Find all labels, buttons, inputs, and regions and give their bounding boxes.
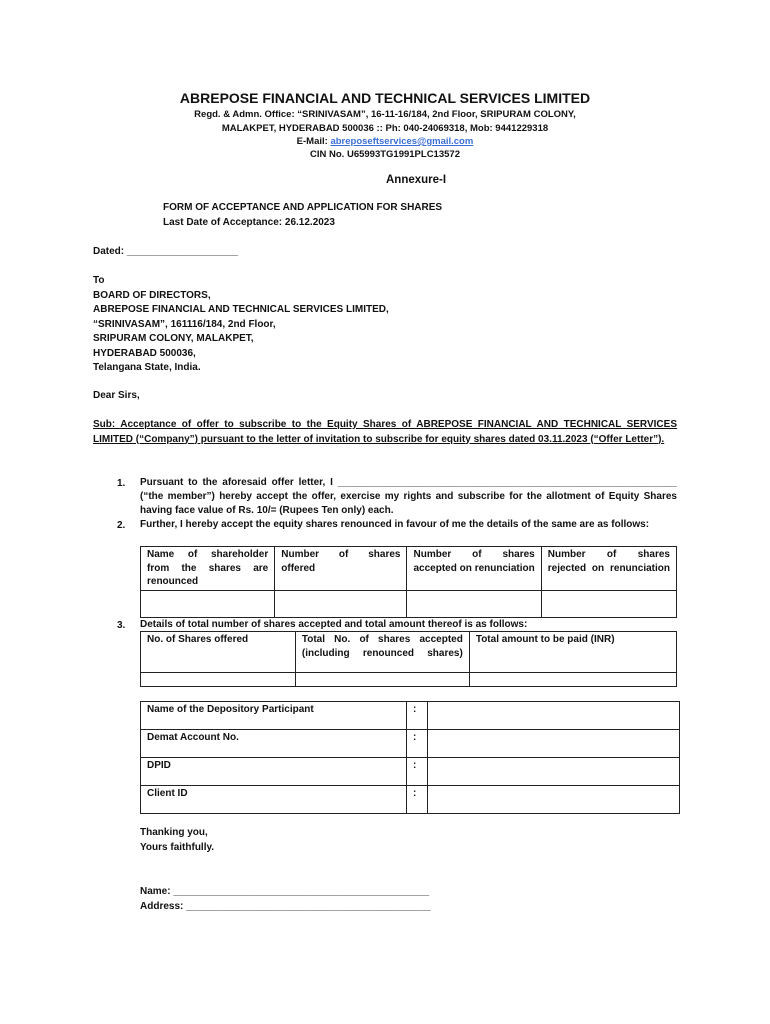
table-row	[141, 702, 680, 730]
cin-number: CIN No. U65993TG1991PLC13572	[310, 149, 460, 160]
table-row	[141, 758, 680, 786]
table-input-cell[interactable]	[541, 590, 676, 617]
office-address-line-2: MALAKPET, HYDERABAD 500036 :: Ph: 040-24069318, Mob: 9441229318	[221, 123, 549, 134]
table-row	[141, 730, 680, 758]
table-header-cell: Name of shareholder from the shares are renounced	[141, 547, 275, 591]
subject-line	[93, 418, 677, 447]
email-link[interactable]: abreposeftservices@gmail.com	[330, 136, 474, 147]
table-header-cell: Total amount to be paid (INR)	[469, 632, 676, 673]
table-input-cell[interactable]	[295, 673, 469, 687]
row-separator: :	[407, 786, 428, 814]
address-line: “SRINIVASAM”, 161116/184, 2nd Floor,	[93, 318, 276, 330]
item-2-text: Further, I hereby accept the equity shares renounced in favour of me the details of the same are as follows:	[140, 519, 650, 530]
email-line	[0, 136, 770, 147]
table-header-cell: Number of shares rejected on renunciation	[541, 547, 676, 591]
table-input-cell[interactable]	[469, 673, 676, 687]
table-header-cell: Total No. of shares accepted (including renounced shares)	[295, 632, 469, 673]
email-label: E-Mail:	[296, 136, 331, 147]
table-row	[141, 673, 677, 687]
row-separator: :	[407, 730, 428, 758]
totals-table	[140, 631, 677, 687]
closing-block	[140, 826, 214, 855]
closing-thanks: Thanking you,	[140, 827, 208, 838]
last-date: Last Date of Acceptance: 26.12.2023	[163, 217, 335, 228]
table-header-row	[141, 547, 677, 591]
item-1-text: Pursuant to the aforesaid offer letter, I _____________________________________________________________ (“the member”) hereby accept the offer, exercise my rights and subscribe for the allotment of Equity Shares having face value of Rs. 10/= (Rupees Ten only) each.	[140, 477, 677, 517]
address-line: ABREPOSE FINANCIAL AND TECHNICAL SERVICES LIMITED,	[93, 304, 389, 315]
renunciation-table	[140, 546, 677, 618]
address-line: HYDERABAD 500036,	[93, 347, 196, 359]
row-label: Name of the Depository Participant	[141, 702, 407, 730]
signature-name-field[interactable]: Name: ______________________________________________	[140, 886, 430, 897]
signature-address-field[interactable]: Address: ____________________________________________	[140, 901, 431, 912]
dated-field: Dated: ____________________	[93, 246, 239, 257]
table-input-cell[interactable]	[141, 673, 296, 687]
annexure-label: Annexure-I	[386, 174, 447, 186]
dpid-input[interactable]	[428, 758, 680, 786]
item-number: 1.	[117, 478, 126, 489]
row-label: Client ID	[141, 786, 407, 814]
office-address-line-1: Regd. & Admn. Office: “SRINIVASAM”, 16-11-16/184, 2nd Floor, SRIPURAM COLONY,	[194, 109, 576, 120]
form-title: FORM OF ACCEPTANCE AND APPLICATION FOR SHARES	[163, 202, 443, 213]
table-input-cell[interactable]	[407, 590, 541, 617]
item-number: 3.	[117, 620, 126, 631]
client-id-input[interactable]	[428, 786, 680, 814]
table-input-cell[interactable]	[141, 590, 275, 617]
row-separator: :	[407, 702, 428, 730]
subject-text: Sub: Acceptance of offer to subscribe to the Equity Shares of ABREPOSE FINANCIAL AND TECHNICAL SERVICES LIMITED (“Company”) pursuant to the letter of invitation to subscribe for equity shares dated 03.11.2023 (“Offer Letter”).	[93, 419, 677, 445]
address-to: To	[93, 275, 105, 286]
address-line: Telangana State, India.	[93, 362, 201, 373]
depository-table	[140, 701, 680, 814]
address-block	[93, 274, 389, 376]
address-line: SRIPURAM COLONY, MALAKPET,	[93, 333, 254, 344]
row-label: Demat Account No.	[141, 730, 407, 758]
row-separator: :	[407, 758, 428, 786]
table-row	[141, 786, 680, 814]
company-name: ABREPOSE FINANCIAL AND TECHNICAL SERVICES LIMITED	[179, 90, 591, 106]
table-header-cell: Number of shares offered	[275, 547, 407, 591]
row-label: DPID	[141, 758, 407, 786]
table-row	[141, 590, 677, 617]
demat-account-input[interactable]	[428, 730, 680, 758]
salutation: Dear Sirs,	[93, 390, 140, 401]
table-header-cell: Number of shares accepted on renunciation	[407, 547, 541, 591]
item-number: 2.	[117, 520, 126, 531]
address-line: BOARD OF DIRECTORS,	[93, 289, 211, 301]
closing-yours: Yours faithfully.	[140, 841, 215, 853]
table-header-cell: No. of Shares offered	[141, 632, 296, 673]
table-header-row	[141, 632, 677, 673]
table-input-cell[interactable]	[275, 590, 407, 617]
item-3-text: Details of total number of shares accepted and total amount thereof is as follows:	[140, 619, 528, 630]
dp-name-input[interactable]	[428, 702, 680, 730]
